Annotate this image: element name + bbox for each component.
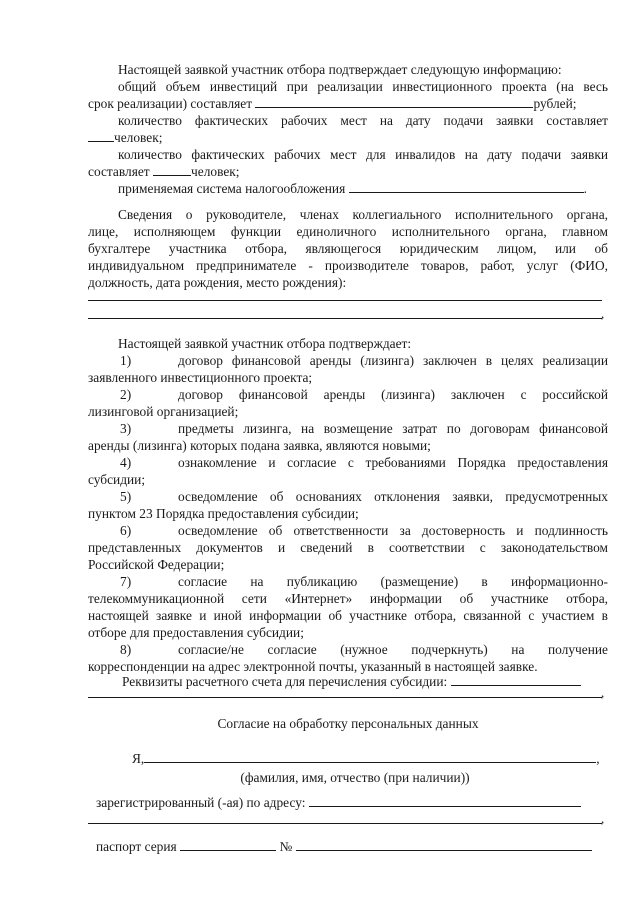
passport-number-blank[interactable] (296, 839, 592, 851)
item-8-line-2 (88, 659, 608, 675)
text: паспорт серия (96, 839, 177, 854)
text: зарегистрированный (-ая) по адресу: (96, 795, 306, 810)
text: количество фактических рабочих мест для инвалидов на дату подачи заявки (118, 147, 608, 162)
text: Я, (132, 751, 145, 766)
item-number: 1) (120, 353, 132, 368)
item-4-line-2 (88, 472, 608, 488)
address-blank[interactable] (309, 795, 581, 807)
head-info-line-2 (88, 224, 608, 240)
head-info-line-5 (88, 275, 608, 291)
item-number: 8) (120, 642, 132, 657)
investment-line-2 (88, 96, 608, 112)
item-2-line-2 (88, 404, 608, 420)
item-1-line-1 (88, 353, 608, 369)
text: отборе для предоставления субсидии; (88, 625, 304, 640)
head-info-line-3 (88, 241, 608, 257)
text: применяемая система налогообложения (118, 181, 346, 196)
item-7-line-4 (88, 625, 608, 641)
item-3-line-1 (88, 421, 608, 437)
passport-line (88, 839, 608, 855)
tax-line: применяемая система налогообложения . (118, 181, 587, 196)
text: осведомление об ответственности за достоверность и подлинность (178, 523, 608, 538)
head-info-blank-1[interactable] (88, 300, 602, 301)
block3-intro (88, 336, 608, 352)
item-6-line-2 (88, 540, 608, 556)
address-line (88, 795, 608, 811)
name-caption (88, 770, 608, 786)
block1-intro (88, 62, 608, 78)
text: пунктом 23 Порядка предоставления субсидии; (88, 506, 359, 521)
item-number: 2) (120, 387, 132, 402)
text: индивидуальном предпринимателе - производителе товаров, работ, услуг (ФИО, (88, 258, 608, 273)
text: аренды (лизинга) которых подана заявка, являются новыми; (88, 438, 431, 453)
text: предметы лизинга, на возмещение затрат по договорам финансовой (178, 421, 608, 436)
item-8-line-1 (88, 642, 608, 658)
text: согласие на публикацию (размещение) в информационно- (178, 574, 608, 589)
passport-series-blank[interactable] (180, 839, 276, 851)
item-7-line-3 (88, 608, 608, 624)
text: согласие/не согласие (нужное подчеркнуть) на получение (178, 642, 608, 657)
bank-blank-2[interactable] (88, 697, 602, 698)
text: Реквизиты расчетного счета для перечисления субсидии: (122, 674, 448, 689)
item-number: 4) (120, 455, 132, 470)
workplaces-line-1 (88, 113, 608, 129)
text: ознакомление и согласие с требованиями Порядка предоставления (178, 455, 608, 470)
text: количество фактических рабочих мест на дату подачи заявки составляет (118, 113, 608, 128)
comma-mark: , (601, 685, 605, 700)
item-2-line-1 (88, 387, 608, 403)
tax-blank[interactable] (349, 181, 584, 193)
head-info-blank-2[interactable] (88, 318, 602, 319)
disabled-blank[interactable] (153, 164, 191, 176)
comma-mark: , (601, 306, 605, 321)
text: договор финансовой аренды (лизинга) заключен в целях реализации (178, 353, 608, 368)
text: человек; (191, 164, 240, 179)
text: (фамилия, имя, отчество (при наличии)) (240, 770, 470, 785)
text: бухгалтере участника отбора, являющегося юридическим лицом, или об (88, 241, 608, 256)
text: корреспонденции на адрес электронной почты, указанный в настоящей заявке. (88, 659, 538, 674)
item-number: 6) (120, 523, 132, 538)
workplaces-blank[interactable] (88, 130, 114, 142)
disabled-line-1 (88, 147, 608, 163)
comma-mark: , (601, 811, 605, 826)
text: Настоящей заявкой участник отбора подтверждает следующую информацию: (118, 62, 562, 77)
text: составляет (88, 164, 150, 179)
text: заявленного инвестиционного проекта; (88, 370, 313, 385)
text: лизинговой организацией; (88, 404, 239, 419)
bank-line (88, 674, 608, 690)
item-5-line-1 (88, 489, 608, 505)
text: должность, дата рождения, место рождения): (88, 275, 347, 290)
text: телекоммуникационной сети «Интернет» информации об участнике отбора, (88, 591, 608, 606)
i-line: Я, , (132, 751, 600, 766)
disabled-line-2 (88, 164, 608, 180)
head-info-line-4 (88, 258, 608, 274)
item-number: 5) (120, 489, 132, 504)
consent-title (88, 716, 608, 732)
text: Сведения о руководителе, членах коллегиального исполнительного органа, (118, 207, 608, 222)
text: договор финансовой аренды (лизинга) заключен с российской (178, 387, 608, 402)
text: рублей; (533, 96, 577, 111)
item-5-line-2 (88, 506, 608, 522)
text: представленных документов и сведений в соответствии с законодательством (88, 540, 608, 555)
investment-blank[interactable] (255, 96, 533, 108)
text: общий объем инвестиций при реализации инвестиционного проекта (на весь (118, 79, 608, 94)
workplaces-line-2 (88, 130, 608, 146)
text: осведомление об основаниях отклонения заявки, предусмотренных (178, 489, 608, 504)
text: Российской Федерации; (88, 557, 225, 572)
item-6-line-3 (88, 557, 608, 573)
item-7-line-2 (88, 591, 608, 607)
investment-line-1 (88, 79, 608, 95)
text: субсидии; (88, 472, 146, 487)
item-3-line-2 (88, 438, 608, 454)
address-blank-2[interactable] (88, 823, 602, 824)
text: срок реализации) составляет (88, 96, 253, 111)
item-6-line-1 (88, 523, 608, 539)
text: № (279, 839, 293, 854)
text: человек; (114, 130, 163, 145)
full-name-blank[interactable] (144, 751, 596, 763)
item-7-line-1 (88, 574, 608, 590)
head-info-line-1 (88, 207, 608, 223)
bank-blank[interactable] (451, 674, 581, 686)
text: настоящей заявке и иной информации об участнике отбора, связанной с участием в (88, 608, 608, 623)
item-1-line-2 (88, 370, 608, 386)
text: Настоящей заявкой участник отбора подтверждает: (118, 336, 412, 351)
item-number: 3) (120, 421, 132, 436)
item-number: 7) (120, 574, 132, 589)
text: Согласие на обработку персональных данных (217, 716, 479, 731)
item-4-line-1 (88, 455, 608, 471)
text: лице, исполняющем функции единоличного исполнительного органа, главном (88, 224, 608, 239)
